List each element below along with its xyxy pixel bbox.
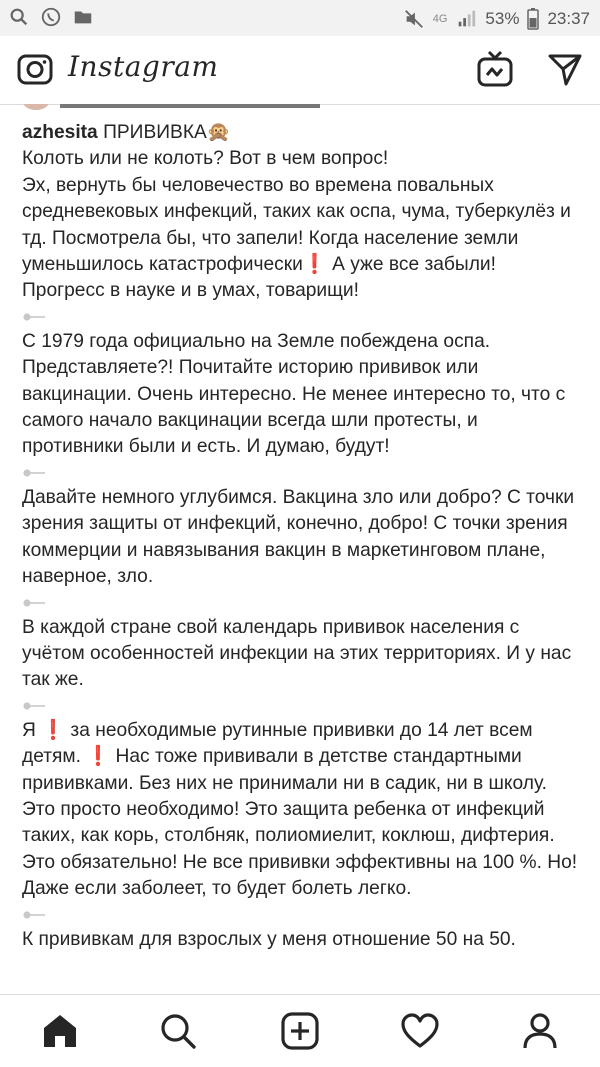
new-post-icon[interactable] <box>280 1011 320 1051</box>
battery-icon <box>527 8 539 30</box>
post-title: ПРИВИВКА🙊 <box>103 122 231 143</box>
whatsapp-icon <box>40 6 62 28</box>
caption-paragraph-5: Я ❗ за необходимые рутинные прививки до 14 лет всем детям. ❗ Нас тоже прививали в детстве стандартными прививками. Без них не принимали ни в садик, ни в школу. Это просто необходимо! Это защита ребенка от инфекций таких, как корь, столбняк, полиомиелит, коклюш, дифтерия. Это обязательно! Не все прививки эффективны на 100 %. Но! Даже если заболеет, то будет болеть легко. <box>22 719 583 900</box>
caption-paragraph-3: Давайте немного углубимся. Вакцина зло или добро? С точки зрения защиты от инфекций, конечно, добро! С точки зрения коммерции и навязывания вакцин в маркетинговом плане, наверное, зло. <box>22 486 580 588</box>
post-username[interactable]: azhesita <box>22 122 98 143</box>
pushpin-icon <box>22 461 582 485</box>
caption-paragraph-6: К прививкам для взрослых у меня отношение 50 на 50. <box>22 928 516 950</box>
clock: 23:37 <box>547 9 590 28</box>
caption-headline <box>22 120 582 146</box>
signal-icon <box>455 8 477 30</box>
search-icon[interactable] <box>158 1011 198 1051</box>
camera-icon[interactable] <box>16 50 54 88</box>
heart-icon[interactable] <box>400 1011 440 1051</box>
exclamation-emoji: ❗ <box>41 719 66 741</box>
pushpin-icon <box>22 903 582 927</box>
folder-icon <box>72 6 94 28</box>
caption-paragraph-2: С 1979 года официально на Земле побеждена оспа. Представляете?! Почитайте историю прививок или вакцинации. Очень интересно. Не менее интересно то, что с самого начало вакцинации всегда шли протесты, и противники были и есть. И думаю, будут! <box>22 330 571 458</box>
post-caption <box>22 120 582 953</box>
app-logo: Instagram <box>68 50 219 83</box>
home-icon[interactable] <box>40 1011 80 1051</box>
pushpin-icon <box>22 694 582 718</box>
avatar <box>22 104 50 110</box>
network-type: 4G <box>432 13 448 25</box>
igtv-icon[interactable] <box>476 50 514 88</box>
bottom-navigation <box>0 994 600 1067</box>
profile-icon[interactable] <box>520 1011 560 1051</box>
pushpin-icon <box>22 591 582 615</box>
mute-icon <box>403 8 425 30</box>
scrolled-row-remnant <box>0 104 600 112</box>
pushpin-icon <box>22 305 582 329</box>
direct-message-icon[interactable] <box>546 50 584 88</box>
exclamation-emoji: ❗ <box>302 254 327 276</box>
caption-paragraph-4: В каждой стране свой календарь прививок населения с учётом особенностей инфекции на этих территориях. И у нас так же. <box>22 616 577 691</box>
exclamation-emoji: ❗ <box>86 746 111 768</box>
app-header <box>0 36 600 105</box>
battery-percent: 53% <box>485 9 520 28</box>
status-bar <box>0 0 600 36</box>
caption-paragraph-1: Колоть или не колоть? Вот в чем вопрос! Эх, вернуть бы человечество во времена повальных средневековых инфекций, таких как оспа, чума, туберкулёз и тд. Посмотрела бы, что запели! Когда население земли уменьшилось катастрофически❗ А уже все забыли! Прогресс в науке и в умах, товарищи! <box>22 148 571 302</box>
search-icon <box>8 6 30 28</box>
